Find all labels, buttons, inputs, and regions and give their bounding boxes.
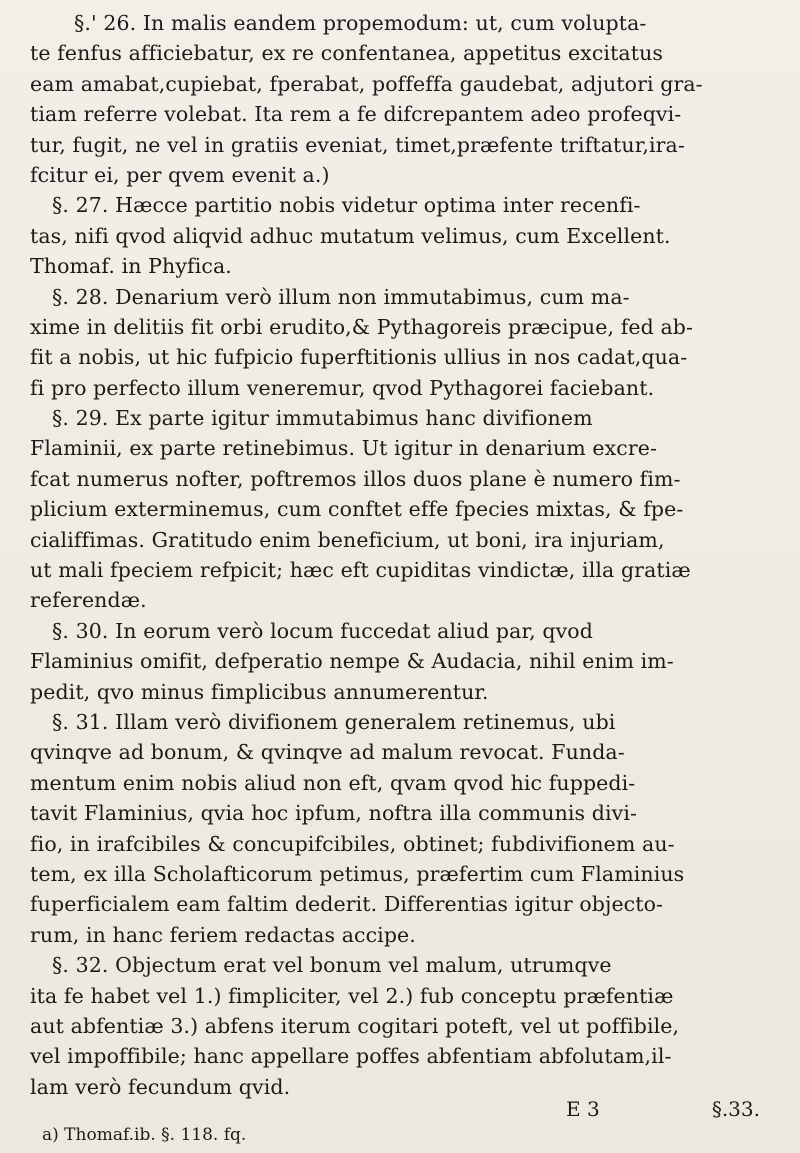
text-line: vel impoffibile; hanc appellare poffes abfentiam abfolutam,il-: [30, 1044, 672, 1069]
text-line: plicium exterminemus, cum conftet effe fpecies mixtas, & fpe-: [30, 497, 684, 522]
text-line: rum, in hanc feriem redactas accipe.: [30, 922, 416, 947]
text-line: referendæ.: [30, 588, 147, 613]
text-line: ut mali fpeciem refpicit; hæc eft cupiditas vindictæ, illa gratiæ: [30, 558, 691, 583]
text-line: pedit, qvo minus fimplicibus annumerentur.: [30, 679, 489, 704]
text-line: fio, in irafcibiles & concupifcibiles, obtinet; fubdivifionem au-: [30, 831, 675, 856]
footnote: a) Thomaf.ib. §. 118. fq.: [42, 1125, 247, 1145]
text-line: ita fe habet vel 1.) fimpliciter, vel 2.) fub conceptu præfentiæ: [30, 983, 674, 1008]
text-line: qvinqve ad bonum, & qvinqve ad malum revocat. Funda-: [30, 740, 625, 765]
text-line: §. 32. Objectum erat vel bonum vel malum, utrumqve: [52, 953, 612, 978]
text-line: §. 31. Illam verò divifionem generalem retinemus, ubi: [52, 709, 616, 734]
text-line: Thomaf. in Phyfica.: [30, 254, 232, 279]
text-line: tur, fugit, ne vel in gratiis eveniat, timet,præfente triftatur,ira-: [30, 132, 685, 157]
text-line: Flaminius omifit, defperatio nempe & Audacia, nihil enim im-: [30, 649, 674, 674]
text-line: fuperficialem eam faltim dederit. Differentias igitur objecto-: [30, 892, 664, 917]
text-line: tiam referre volebat. Ita rem a fe difcrepantem adeo profeqvi-: [30, 102, 682, 127]
catchword: §.33.: [711, 1097, 760, 1121]
text-line: mentum enim nobis aliud non eft, qvam qvod hic fuppedi-: [30, 770, 636, 795]
text-line: §. 28. Denarium verò illum non immutabimus, cum ma-: [52, 284, 630, 309]
signature-mark: E 3: [566, 1097, 600, 1121]
text-line: eam amabat,cupiebat, fperabat, poffeffa gaudebat, adjutori gra-: [30, 71, 703, 96]
text-line: fcitur ei, per qvem evenit a.): [30, 162, 330, 187]
text-line: tavit Flaminius, qvia hoc ipfum, noftra illa communis divi-: [30, 801, 638, 826]
text-line: tas, nifi qvod aliqvid adhuc mutatum velimus, cum Excellent.: [30, 223, 671, 248]
text-line: §. 27. Hæcce partitio nobis videtur optima inter recenfi-: [52, 193, 641, 218]
text-line: lam verò fecundum qvid.: [30, 1074, 291, 1099]
text-line: xime in delitiis fit orbi erudito,& Pythagoreis præcipue, fed ab-: [30, 314, 694, 339]
text-line: fi pro perfecto illum veneremur, qvod Pythagorei faciebant.: [30, 375, 655, 400]
text-line: aut abfentiæ 3.) abfens iterum cogitari poteft, vel ut poffibile,: [30, 1013, 680, 1038]
text-line: fcat numerus nofter, poftremos illos duos plane è numero fim-: [30, 466, 681, 491]
text-line: tem, ex illa Scholafticorum petimus, præfertim cum Flaminius: [30, 861, 685, 886]
text-line: cialiffimas. Gratitudo enim beneficium, ut boni, ira injuriam,: [30, 527, 665, 552]
text-line: te fenfus afficiebatur, ex re confentanea, appetitus excitatus: [30, 41, 664, 66]
text-line: fit a nobis, ut hic fufpicio fuperftitionis ullius in nos cadat,qua-: [30, 345, 688, 370]
text-line: Flaminii, ex parte retinebimus. Ut igitur in denarium excre-: [30, 436, 658, 461]
text-line: §.' 26. In malis eandem propemodum: ut, cum volupta-: [74, 11, 647, 35]
text-line: §. 29. Ex parte igitur immutabimus hanc divifionem: [52, 406, 593, 431]
page-text: [10, 8, 785, 1102]
text-line: §. 30. In eorum verò locum fuccedat aliud par, qvod: [52, 618, 593, 643]
page-footer: [40, 1094, 760, 1124]
